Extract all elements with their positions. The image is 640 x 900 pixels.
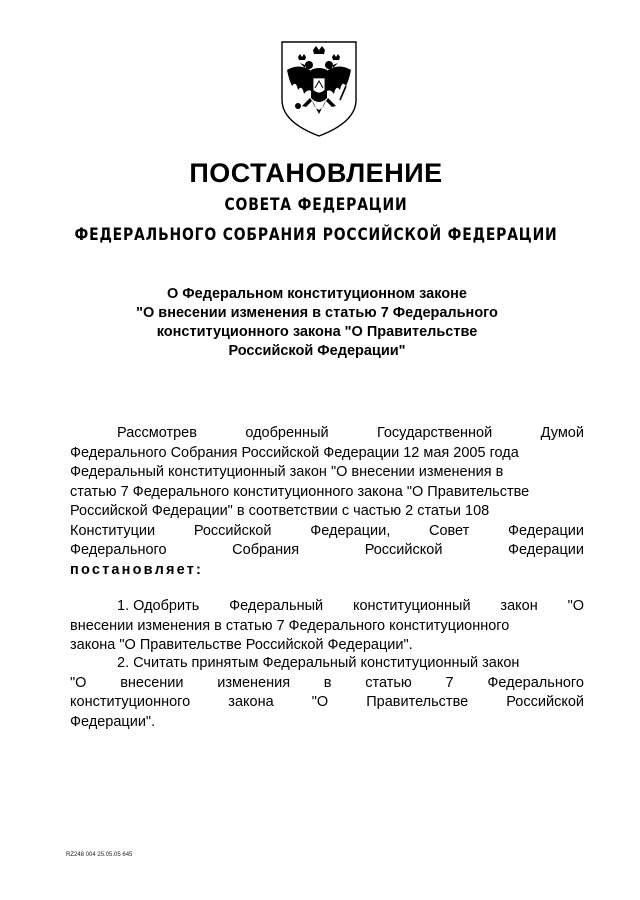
preamble-paragraph bbox=[70, 424, 584, 580]
item-word: Правительстве bbox=[366, 694, 469, 710]
preamble-word: Рассмотрев bbox=[117, 425, 197, 441]
preamble-word: Федерации bbox=[508, 542, 584, 558]
coat-of-arms-icon bbox=[280, 40, 358, 138]
preamble-word: Федерации, bbox=[310, 522, 391, 539]
subject-line: О Федеральном конституционном законе bbox=[167, 286, 467, 302]
preamble-line bbox=[70, 541, 584, 561]
preamble-word: Федерации bbox=[508, 522, 584, 539]
item-word: Российской bbox=[506, 694, 584, 710]
resolution-subject bbox=[100, 285, 534, 361]
item-word: статью bbox=[365, 674, 412, 691]
document-subtitle-assembly: ФЕДЕРАЛЬНОГО СОБРАНИЯ РОССИЙСКОЙ ФЕДЕРАЦИИ bbox=[74, 225, 558, 245]
item-word: 7 bbox=[445, 674, 454, 691]
subject-line: конституционного закона "О Правительстве bbox=[156, 324, 478, 340]
item-line: внесении изменения в статью 7 Федерального конституционного bbox=[70, 617, 510, 634]
item-word: Федеральный bbox=[229, 598, 324, 614]
preamble-word: Собрания bbox=[232, 542, 300, 558]
preamble-word: одобренный bbox=[245, 425, 329, 441]
subject-line: Российской Федерации" bbox=[228, 343, 406, 359]
preamble-word: Думой bbox=[540, 425, 584, 441]
item-word: 1. Одобрить bbox=[117, 598, 200, 614]
preamble-line: статью 7 Федерального конституционного закона "О Правительстве bbox=[70, 483, 530, 500]
preamble-word: Федерального bbox=[70, 542, 167, 558]
item-line bbox=[70, 693, 584, 713]
preamble-line bbox=[70, 522, 584, 542]
item-word: в bbox=[323, 674, 332, 691]
item-word: конституционный bbox=[352, 598, 471, 614]
preamble-word: Российской bbox=[364, 542, 443, 558]
preamble-word: Российской bbox=[193, 522, 272, 539]
preamble-word: Государственной bbox=[376, 425, 493, 441]
preamble-line: Федерального Собрания Российской Федерации 12 мая 2005 года bbox=[70, 444, 519, 461]
item-word: Федерального bbox=[487, 674, 584, 691]
preamble-line: Российской Федерации" в соответствии с частью 2 статьи 108 bbox=[70, 503, 490, 519]
item-word: "О bbox=[70, 674, 87, 691]
item-line: 2. Считать принятым Федеральный конституционный закон bbox=[117, 655, 520, 671]
item-line bbox=[70, 674, 584, 694]
item-line bbox=[70, 597, 584, 617]
subject-line: "О внесении изменения в статью 7 Федерального bbox=[136, 305, 498, 321]
item-word: "О bbox=[567, 598, 584, 614]
item-word: закон bbox=[500, 598, 538, 614]
item-word: конституционного bbox=[70, 694, 191, 710]
item-word: изменения bbox=[217, 674, 291, 691]
preamble-word: Совет bbox=[428, 522, 470, 539]
resolution-item-2 bbox=[70, 654, 584, 732]
item-line: Федерации". bbox=[70, 713, 156, 730]
resolves-keyword: постановляет: bbox=[70, 561, 204, 578]
document-footer-code: RZ248 004 25.05.05 645 bbox=[66, 852, 133, 858]
document-subtitle-council: СОВЕТА ФЕДЕРАЦИИ bbox=[224, 195, 408, 215]
item-word: "О bbox=[311, 694, 329, 710]
item-word: закона bbox=[228, 694, 274, 710]
document-title: ПОСТАНОВЛЕНИЕ bbox=[189, 158, 443, 188]
preamble-word: Конституции bbox=[70, 522, 156, 539]
item-word: внесении bbox=[120, 674, 184, 691]
preamble-line: Федеральный конституционный закон "О внесении изменения в bbox=[70, 464, 504, 480]
item-line: закона "О Правительстве Российской Федерации". bbox=[70, 637, 413, 653]
resolution-item-1 bbox=[70, 597, 584, 656]
preamble-line bbox=[70, 424, 584, 444]
